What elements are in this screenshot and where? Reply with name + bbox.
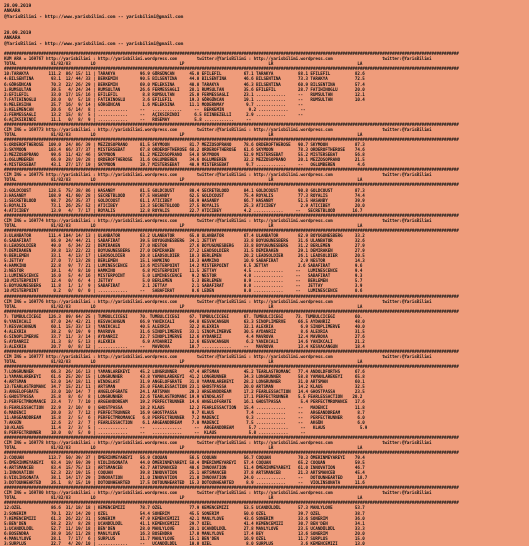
report-header: 28.09.2019 ANKARA @YarisBilimi - http://www.yarisbilimi.com -- yarisbilimi@gmail.com 28.09.2019 ANKARA @YarisBilimi - http://www.yarisbilimi.com -- yarisbilimi@gmail.com	[4, 4, 184, 47]
race-statistics-report: ######################################################################################################################################################################################## KUM ARA = 169767 http://yarisbilimi : http://yarisbilimi.wordpress.com twitter:@YarisBilimi : http://yarisbilimi.wordpress.com twitter:@YarisBilimi TOTAL 81/82/83 LO LP LR LA ######################################################################################################################################################################################## 10:TARAKYA 111.2 86/ 15/ 11 | TARAKYA 96.9 GÖRGÜNCAN 45.0 EFILEFIL 67.1 TARAKYA 88.1 EFILEFIL 82.6 4:BILSENTINA 93.1 12/ 44/ 33 | BERKEMIN 90.5 BILSENTINA 44.0 BILSENTINA 46.6 BILSENTINA 73.3 TARAKYA 72.5 6:GÖRGÜNCAN 70.3 22/ 26/ 29 | BERKEMIN 69.0 MELEKSINA 40.0 TARAKYA 46.3 BILSENTINA 60.9 BILSENTINA 57.4 1:RUMSULTAN 39.5 4/ 24/ 34 | RUMSULTAN 26.6 FERMESSAGLI 28.1 RUMSULTAN 35.6 EFILEFIL 28.7 FATIHINOGLU 20.0 2:EFILEFIL 33.0 17/ 15/ 16 | EFILEFIL 8.8 RUMSULTAN 25.0 FERMESSAGLI 23.1 ............ -- RUMSULTAN 12.1 7:FATIHINOGLU 28.0 0/ 5/ 18 | FATIHINOGLU 3.6 EFILEFIL 19.3 GÖRGÜNCAN 19.1 ............ -- RUMSULTAN 10.4 8:MELEKSINA 25.7 16/ 9/ 14 | GÖRGÜNCAN 1.6 MELEKSINA 11.1 MODERNMAY 9.7 ............ -- 3:KELEMENCAN 20.6 6/ 14/ 8 | ............ -- ............ -- BERKEMIN 9.2 ............ -- 2:FERMESSAGLI 13.2 15/ 8/ 5 | ............ -- AÇIKSIRINDI 6.5 BIINBEZELLI 2.9 ............ -- 6:AÇIKSIRINDI 11.1 0/ 8/ 9 | ............ -- ROSEMAY 5.8 ............ -- ######################################################################################################################################################################################## CIM ING = 169773 http://yarisbilimi : http://yarisbilimi.wordpress.com twitter:@YarisBilimi : http://yarisbilimi.wordpress.com twitter:@YarisBilimi TOTAL 81/82/83 LO LP LR LA ######################################################################################################################################################################################## 5:ORDEROFTHEROSE 109.0 24/ 86/ 39 | MEZZOSOPRANO 81.5 SKYMOON 81.7 MEZZOSOPRANO 78.6 ORDEROFTHEROSE 90.7 SKYMOON 87.3 3:SKYMOON 103.4 66/ 37/ 37 | MISTERSEBAT 67.8 ORDEROFTHEROSE 68.2 ORDEROFTHEROSE 61.6 SKYMOON 78.3 ORDEROFTHEROSE 74.6 2:MEZZOSOPRANO 99.6 11/ 42/ 46 | SKYMOON 61.2 MEZZOSOPRANO 54.8 SKYMOON 52.9 MISTERSEBAT 55.2 MISTERSEBAT 56.8 1:OGLUMBEREN 66.9 28/ 19/ 28 | ORDEROFTHEROSE 31.6 OGLUMBEREN 34.6 OGLUMBEREN 32.2 MEZZOSOPRANO 20.1 MEZZOSOPRANO 21.5 4:MISTERSEBAT 43.1 27/ 17/ 19 | SKYMOON 19.7 MISTERSEBAT 40.9 MISTERSEBAT 9.7 ............ -- OGLUMBEREN 4.6 ######################################################################################################################################################################################## CIM ING = 169775 http://yarisbilimi : http://yarisbilimi.wordpress.com twitter:@YarisBilimi : http://yarisbilimi.wordpress.com twitter:@YarisBilimi TOTAL 81/82/83 LO LP LR LA ######################################################################################################################################################################################## 2:GOLDCOUST 128.5 75/ 38/ 86 | HASANBY 81.5 GOLDCOUST 80.4 SECRETBLOOD 84.1 GOLDCOUST 90.8 GOLDCOUST 87.3 3:HASANBY 108.9 41/ 60/ 28 | SECRETBLOOD 67.5 HASANBY 62.5 GOLDCOUST 75.4 ROYALIS 77.3 ROYALIS 74.4 1:SECRETBLOOD 98.7 26/ 35/ 37 | GOLDCOUST 61.1 ATICIBEY 56.9 HASANBY 66.7 HASANBY 51.5 HASANBY 39.9 5:ROYALIS 73.1 26/ 25/ 52 | ATICIBEY 13.3 SECRETBLOOD 27.5 ROYALIS 25.3 ATICIBEY 2.9 ATICIBEY 20.0 4:ATICIBEY 13.9 4/ 7/ 17 | ROYALIS 12.8 ROYALIS 22.7 ATICIBEY 4.2 ............ -- SECRETBLOOD 16.7 ######################################################################################################################################################################################## CIM ING = 169774 http://yarisbilimi : http://yarisbilimi.wordpress.com twitter:@YarisBilimi : http://yarisbilimi.wordpress.com twitter:@YarisBilimi TOTAL 81/82/83 LO LP LR LA ######################################################################################################################################################################################## 3:ULANBATOR 111.4 104/ 14/ 13 | ULANBATOR 63.2 ULANBATOR 65.0 ULANBATOR 67.4 ULANBATOR 82.9 BOYUGUNESBERG 33.2 6:SABAFIRAT 86.9 24/ 44/ 21 | SABAFIRAT 39.5 BOYUGUNESBERG 34.1 JETTAY 33.8 BOYUGUNESBERG 31.6 ULANBATOR 32.6 8:LEADSOLDIER 49.0 6/ 34/ 22 | DEMIRAKEN 27.0 NESTOR 27.6 BOYUGUNESBERG 33.8 BOYUGUNESBERG 31.2 BERLEMEN 27.9 7:DEMIRAKEN 39.8 13/ 22/ 22 | BOYUGUNESBERG 27.0 DEMIRAKEN 27.2 LEADSOLDIER 31.5 DEMIRAKEN 29.1 DEMIRAKEN 27.9 9:BERLEMEN 33.1 4/ 13/ 17 | LEADSOLDIER 20.8 LEADSOLDIER 18.3 BERLEMEN 20.2 LEADSOLDIER 26.1 LEADSOLDIER 20.5 5:JETTAY 27.0 7/ 13/ 28 | BERLEMEN 15.1 HAMKINO 16.3 HAMKINO 10.9 SABAFIRAT 2.9 NESTOR 14.3 4:HAMKINO 22.8 9/ 7/ 21 | LUMINESCENCE 13.6 MISTERPOINT 14.2 MISTERPOINT 6.5 JETTAY 2.6 SABAFIRAT 9.6 2:NESTOR 19.1 4/ 8/ 10 | HAMKINO 6.8 MISTERPOINT 11.5 JETTAY 4.5 ............ -- LUMINESCENCE 9.4 1:LUMINESCENCE 16.0 5/ 4/ 16 | MISTERPOINT 5.0 LUMINESCENCE 9.2 NESTOR 4.0 ............ -- SABAFIRAT 9.3 10:MISTERPOINT 12.4 0/ 6/ 4 | JETTAY 5.0 BERLEMEN 5.3 BERLEMEN 0.9 ............ -- BERLEMEN 5.7 5:BOYUGUNESBERG 11.8 1/ 1/ 9 | SABAFIRAT 2.1 JETTAY 2.1 SABAFIRAT 0.0 ............ -- JETTAY 3.9 10:MISTERPOINT 0.2 0/ 0/ 0 | ............ -- SABAFIRAT 0.6 LEDEN 0.0 ............ -- LUMINESCENCE 0.6 ######################################################################################################################################################################################## CIM ING = 169776 http://yarisbilimi : http://yarisbilimi.wordpress.com twitter:@YarisBilimi : http://yarisbilimi.wordpress.com twitter:@YarisBilimi TOTAL 81/82/83 LO LP LR LA ######################################################################################################################################################################################## 7: TUMBULCICEGI 126.3 89/ 64/ 25 | TUMBULCICEGI 70. TUMBULCICEGI 67. TUMBULCICEGI 67. TUMBULCICEGI 73. TUMBULCICEGI 60. 9:YANIKCALI 87.0 24/ 42/ 21 | KESVACANGUN 66.9 YANIKCALI 64.8 KESVACANGUN 63.3 SINOPLIMERVE 66.5 AYDANRIZ 48.0 7:KESVACANGUN 60.1 15/ 33/ 13 | YANIKCALI 40.5 ALEXRIA 32.2 ALEXRIA 32.1 ALEXRIA 6.9 SINOPLIMERVE 40.0 4:ALEXRIA 38.2 9/ 19/ 9 | MAVROVA 31.6 SINOPLIMERVE 33.1 SINOPLIMERVE 30.5 AYDANRIZ 8.6 ALEXRIA 31.5 6:SINOPLIMERVE 33.7 11/ 3/ 14 | AYDANRIZ 22.7 SINOPLIMERVE 12.6 AYDANRIZ 4.4 MAVROVA 12.4 MAVROVA 27.6 5:AYDANRIZ 31.3 8/ 5/ 13 | ALEXRIA 6.9 AYDANRIZ 12.6 KESVACANGUN 6.2 YANIKCALI 14.6 YANIKCALI 21.2 3:ALEXRIA 20.7 0/ 8/ 12 | ............ -- MAVROVA 10.7 ............ -- MAVROVA 13.4 KESVACANGUN 18.4 ######################################################################################################################################################################################## CIM ING = 169777 http://yarisbilimi : http://yarisbilimi.wordpress.com twitter:@YarisBilimi : http://yarisbilimi.wordpress.com twitter:@YarisBilimi TOTAL 81/82/83 LO LP LR LA ######################################################################################################################################################################################## 7:LONGRUNNER 66.3 26/ 16/ 13 | YAMANLAREKEYI 45.2 LONGRUNNER 47.4 ARTSMAN 45.2 TEARLASTROMANC 77.4 ANDOLDFORTHS 67.6 1:YAMANLAREKEYI 61.6 25/ 20/ 15 | LONGRUNNER 43.8 YAMANLAREKEYI 41.2 LONGRUNNER 34.3 LONGRUNNER 58.8 YAMANLAREKEYI 65.8 4:ARTSMAN 53.0 14/ 18/ 11 | WINDGLAST 31.9 ANGELOFGRATE 31.8 YAMANLAREKEYI 28.2 LONGRUNNER 31.0 ARTSMAN 60.1 13:TEARLASTROMANC 34.7 15/ 21/ 11 | ARTSMAN 25.0 FEARLESSACTION 23.1 GHOSTPASSA 20.0 ARTSMAN 14.2 KLAUS 32.5 3:ANGELOFGRATE 33.0 10/ 14/ 7 | ANGELOFGRATE 24.1 ARTSMAN 20.3 ARGEANDDREAM 17.2 FEARLESSACTION 14.4 GHOSTPASSA 23.5 5:GHOSTPASSA 25.8 8/ 6/ 8 | LONGRUNNER 22.6 TEARLASTROMANC 19.9 WINDGLAST 17.1 PERFECTRUNNER 5.5 FEARLESSACTION 20.2 2:PERFECTMROMANCE 23.4 7/ 7/ 10 | ARGEANDDREAM 19.2 PERFECTRUNNER 14.6 ANGELOFGRATE 16.1 GHOSTPASSA 5.4 PERFECTMROMANCE 17.6 8:FEARLESSACTION 22.9 2/ 10/ 0 | GHOSTPASSA 18.2 KLAUS 12.2 FEARLESSACTION 15.4 ............ -- MADENCI 11.8 6:MADENCI 20.0 3/ 7/ 12 | PERFECTRUNNER 16.9 GHOSTPASSA 9.7 KLAUS 7.4 ............ -- ARGEANDDREAM 8.7 11:ARGEANDDREAM 15.8 2/ 5/ 6 | PERFECTMROMANCE 6.8 PERFECTRUNNER 7.2 MADENCI 9.3 ............ -- PERFECTRUNNER 6.0 7:AKGÜN 12.6 2/ 2/ 7 | FEARLESSACTION 6.1 ARGEANDDREAM 7.0 MADENCI 7.5 ............ -- AKGÜN 6.0 10:KLAUS 11.4 2/ 3/ 5 | ............ -- ............ -- ARGEANDDREAM 5.7 ............ -- KLAUS 5.9 8:PERFECTRUNNER 10.0 0/ 5/ 0 | ............ -- ............ -- KLAUS 5.0 ............ -- ######################################################################################################################################################################################## CIM ING = 169778 http://yarisbilimi : http://yarisbilimi.wordpress.com twitter:@YarisBilimi : http://yarisbilimi.wordpress.com twitter:@YarisBilimi TOTAL 81/82/83 LO LP LR LA ######################################################################################################################################################################################## 2:COQUAN 113.7 50/ 39/ 37 | ÖMERINMEYAREYI 56.9 COQUAN 56.5 COQUAN 56.7 COQUAN 70.3 ÖMERINMEYAREYI 79.4 5:ÖMERINMEYAREYI 93.4 19/ 59/ 39 | VIOLINSONATA 44.0 ÖMERINMEYAREYI 58.4 ÖMERINMEYAREYI 57.4 COQUAN 65.2 COQUAN 59.5 4:ARTSMANCEB 83.4 15/ 75/ 13 | ARTSMANCEB 43.7 ARTSMANCEB 40.6 INNOVATION 51.4 ÖMERINMEYAREYI 61.0 INNOVATION 46.7 1:INNOVATION 52.3 22/ 19/ 15 | COQUAN 39.8 INNOVATION 25.1 ARTSMANCEB 37.8 ARTSMANCEB 21.3 ARTSMANCEB 45.4 8:VIOLINSONATA 38.1 14/ 17/ 29 | INNOVATION 21.0 INNOVATION 21.0 INNOVATION 24.0 ............ -- DOTOUNHEARTED 18.7 3:DOTOUNHEARTED 26.1 8/ 15/ 19 | DOTOUNHEARTED 17.5 DOTOUNHEARTED 15.3 DOTOUNHEARTED 8.9 ............ -- VIOLINSONATA 11.6 ######################################################################################################################################################################################## CIM ING = 169780 http://yarisbilimi : http://yarisbilimi.wordpress.com twitter:@YarisBilimi : http://yarisbilimi.wordpress.com twitter:@YarisBilimi TOTAL 81/82/83 LO LP LR LA ######################################################################################################################################################################################## 12:OZEL 86.6 31/ 18/ 18 | KEMENCEMIZI 78.7 OZEL 77.9 KEMENCEMIZI 53.5 UCANDÜLDÜL 57.3 MANLYLOVE 53.7 2:SONERIM 70.1 22/ 14/ 20 | OZEL 54.4 SONERIM 45.5 SONERIM 50.0 OZEL 39.7 OZEL 38.7 7:KEMENCEMIZI 61.3 26/ 22/ 31 | SONERIM 47.9 KEMENCEMIZI 42.1 MANLYLOVE 43.6 SONERIM 33.6 SONERIM 36.0 5:BEN'DEN 58.2 23/ 8/ 28 | UCANDÜLDÜL 41.1 KEMENCEMIZI 29.7 OZEL 41.4 KEMENCEMIZI 30.7 BEN'DEN 34.1 1:UCANDÜLDÜL 52.7 11/ 19/ 18 | BEN'DEN 28.0 MANLYLOVE 28.1 UCANDÜLDÜL 27.8 MANLYLOVE 23.5 UCANDÜLDÜL 33.3 6:BOSENDRA 38.9 16/ 11/ 28 | MANLYLOVE 16.3 BOSENDRA 17.0 MANLYLOVE 17.4 BEY 13.6 SONERIM 20.0 4:MANLYLOVE 28.1 7/ 17/ 6 | SURPLUS 11.7 MANLYLOVE 15.1 BEN'DEN 16.9 OZEL 11.7 SURPLUS 15.0 3:SURPLUS 22.7 4/ 20/ 10 | ............ -- UCANDÜLDÜL 10.0 OZEL 8.0 SURPLUS 3.6 KEMENCEMIZI 13.0	[4, 51, 459, 546]
